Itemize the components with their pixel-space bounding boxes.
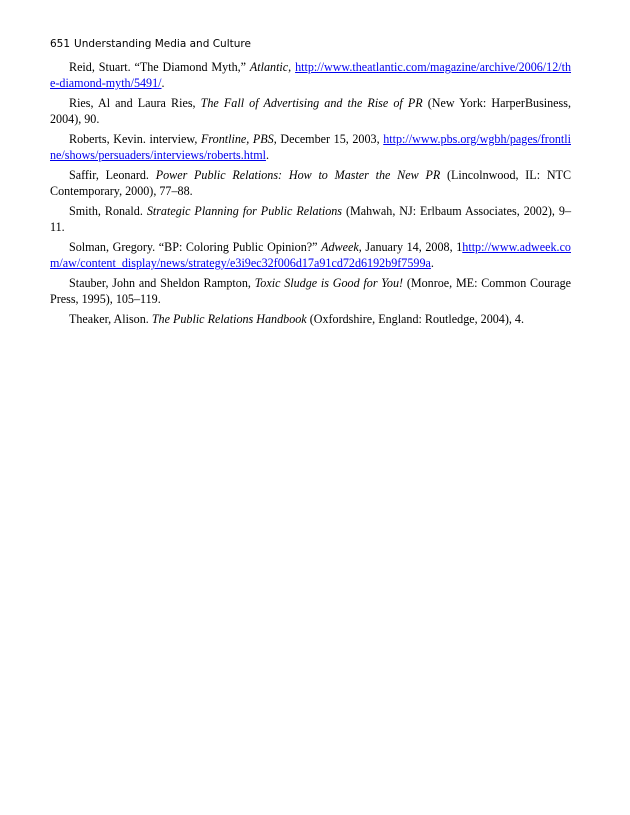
page-header bbox=[50, 38, 251, 50]
reference-text: Solman, Gregory. “BP: Coloring Public Opinion?” bbox=[69, 240, 322, 254]
book-title: Understanding Media and Culture bbox=[74, 38, 251, 50]
reference-title: The Fall of Advertising and the Rise of PR bbox=[200, 96, 423, 110]
reference-text: . bbox=[430, 256, 434, 270]
reference-entry bbox=[50, 167, 571, 199]
reference-link[interactable]: http://www.pbs.org/wgbh/pages/frontline/shows/persuaders/interviews/roberts.html bbox=[50, 132, 571, 162]
reference-text: Stauber, John and Sheldon Rampton, bbox=[69, 276, 255, 290]
reference-text: . bbox=[161, 76, 165, 90]
reference-entry bbox=[50, 239, 571, 271]
reference-entry bbox=[50, 131, 571, 163]
reference-title: Frontline, PBS bbox=[201, 132, 274, 146]
reference-text: Roberts, Kevin. interview, bbox=[69, 132, 201, 146]
reference-text: (Mahwah, NJ: Erlbaum Associates, 2002), 9–11. bbox=[50, 204, 571, 234]
reference-text: Saffir, Leonard. bbox=[69, 168, 156, 182]
reference-text: (New York: HarperBusiness, 2004), 90. bbox=[50, 96, 571, 126]
reference-text: Theaker, Alison. bbox=[69, 312, 152, 326]
reference-entry bbox=[50, 95, 571, 127]
reference-text: (Monroe, ME: Common Courage Press, 1995), 105–119. bbox=[50, 276, 571, 306]
reference-title: Adweek bbox=[321, 240, 359, 254]
reference-entry bbox=[50, 59, 571, 91]
reference-title: Strategic Planning for Public Relations bbox=[146, 204, 343, 218]
reference-text: . bbox=[265, 148, 269, 162]
reference-entry bbox=[50, 275, 571, 307]
reference-text: Ries, Al and Laura Ries, bbox=[69, 96, 201, 110]
reference-title: Atlantic bbox=[249, 60, 289, 74]
reference-list bbox=[50, 59, 571, 331]
reference-text: (Oxfordshire, England: Routledge, 2004), 4. bbox=[306, 312, 524, 326]
reference-link[interactable]: http://www.theatlantic.com/magazine/archive/2006/12/the-diamond-myth/5491/ bbox=[50, 60, 572, 90]
reference-title: The Public Relations Handbook bbox=[151, 312, 307, 326]
reference-text: Smith, Ronald. bbox=[69, 204, 147, 218]
reference-title: Power Public Relations: How to Master the New PR bbox=[155, 168, 441, 182]
reference-entry bbox=[50, 311, 571, 327]
reference-text: Reid, Stuart. “The Diamond Myth,” bbox=[69, 60, 250, 74]
reference-entry bbox=[50, 203, 571, 235]
reference-text: , December 15, 2003, bbox=[273, 132, 384, 146]
reference-text: (Lincolnwood, IL: NTC Contemporary, 2000), 77–88. bbox=[50, 168, 572, 198]
reference-link[interactable]: http://www.adweek.com/aw/content_display/news/strategy/e3i9ec32f006d17a91cd72d6192b9f7599a bbox=[50, 240, 571, 270]
page-number: 651 bbox=[50, 38, 71, 50]
reference-text: , bbox=[288, 60, 296, 74]
reference-title: Toxic Sludge is Good for You! bbox=[254, 276, 404, 290]
reference-text: , January 14, 2008, 1 bbox=[358, 240, 463, 254]
